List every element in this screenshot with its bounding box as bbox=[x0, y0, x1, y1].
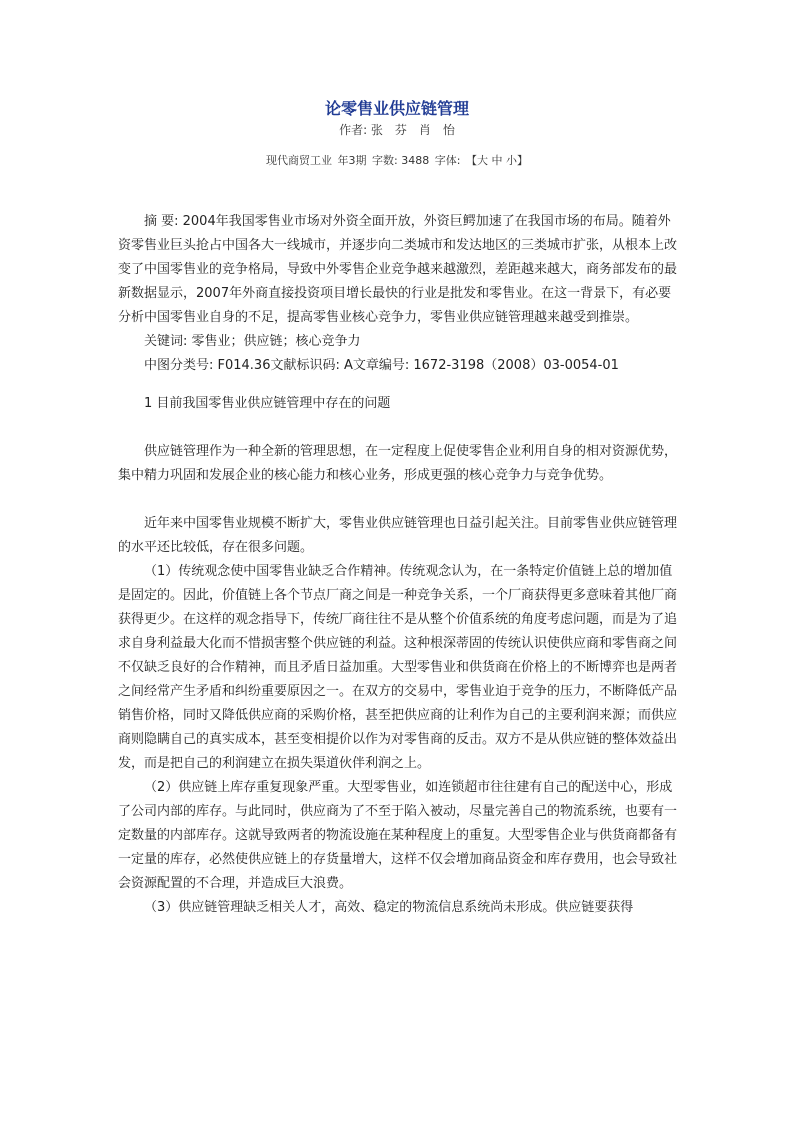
keywords: 关键词: 零售业；供应链；核心竞争力 bbox=[144, 334, 361, 349]
meta-source: 现代商贸工业 bbox=[266, 154, 333, 167]
paragraph: 近年来中国零售业规模不断扩大，零售业供应链管理也日益引起关注。目前零售业供应链管理的水平还比较低，存在很多问题。 bbox=[118, 516, 678, 555]
abstract-text: 摘 要: 2004年我国零售业市场对外资全面开放，外资巨鳄加速了在我国市场的布局。随着外资零售业巨头抢占中国各大一线城市，并逐步向二类城市和发达地区的三类城市扩张，从根本上改变了中国零售业的竞争格局，导致中外零售企业竞争越来越激烈，差距越来越大，商务部发布的最新数据显示，2007年外商直接投资项目增长最快的行业是批发和零售业。在这一背景下，有必要分析中国零售业自身的不足，提高零售业核心竞争力，零售业供应链管理越来越受到推崇。 bbox=[118, 214, 678, 325]
meta-issue: 年3期 bbox=[337, 154, 367, 167]
paragraph: 供应链管理作为一种全新的管理思想，在一定程度上促使零售企业利用自身的相对资源优势，集中精力巩固和发展企业的核心能力和核心业务，形成更强的核心竞争力与竞争优势。 bbox=[118, 444, 678, 483]
classification: 中图分类号: F014.36文献标识码: A文章编号: 1672-3198（2008）03-0054-01 bbox=[144, 358, 619, 373]
section-heading: 1 目前我国零售业供应链管理中存在的问题 bbox=[144, 396, 391, 411]
article-title: 论零售业供应链管理 bbox=[324, 99, 469, 118]
article-meta bbox=[0, 152, 794, 168]
meta-word-count: 字数: 3488 bbox=[372, 154, 430, 167]
list-item: （2）供应链上库存重复现象严重。大型零售业，如连锁超市往往建有自己的配送中心，形成了公司内部的库存。与此同时，供应商为了不至于陷入被动，尽量完善自己的物流系统，也要有一定数量的内部库存。这就导致两者的物流设施在某种程度上的重复。大型零售企业与供货商都备有一定量的库存，必然使供应链上的存货量增大，这样不仅会增加商品资金和库存费用，也会导致社会资源配置的不合理，并造成巨大浪费。 bbox=[118, 780, 678, 891]
font-size-selector[interactable]: 【大 中 小】 bbox=[465, 154, 528, 167]
meta-font-label: 字体: bbox=[434, 154, 461, 167]
article-author: 作者: 张 芬 肖 怡 bbox=[339, 123, 455, 137]
list-item: （1）传统观念使中国零售业缺乏合作精神。传统观念认为，在一条特定价值链上总的增加值是固定的。因此，价值链上各个节点厂商之间是一种竞争关系，一个厂商获得更多意味着其他厂商获得更少。在这样的观念指导下，传统厂商往往不是从整个价值系统的角度考虑问题，而是为了追求自身利益最大化而不惜损害整个供应链的利益。这种根深蒂固的传统认识使供应商和零售商之间不仅缺乏良好的合作精神，而且矛盾日益加重。大型零售业和供货商在价格上的不断博弈也是两者之间经常产生矛盾和纠纷重要原因之一。在双方的交易中，零售业迫于竞争的压力，不断降低产品销售价格，同时又降低供应商的采购价格，甚至把供应商的让利作为自己的主要利润来源；而供应商则隐瞒自己的真实成本，甚至变相提价以作为对零售商的反击。双方不是从供应链的整体效益出发，而是把自己的利润建立在损失渠道伙伴利润之上。 bbox=[118, 564, 678, 771]
list-item: （3）供应链管理缺乏相关人才，高效、稳定的物流信息系统尚未形成。供应链要获得 bbox=[144, 900, 634, 915]
article-body bbox=[118, 210, 678, 920]
